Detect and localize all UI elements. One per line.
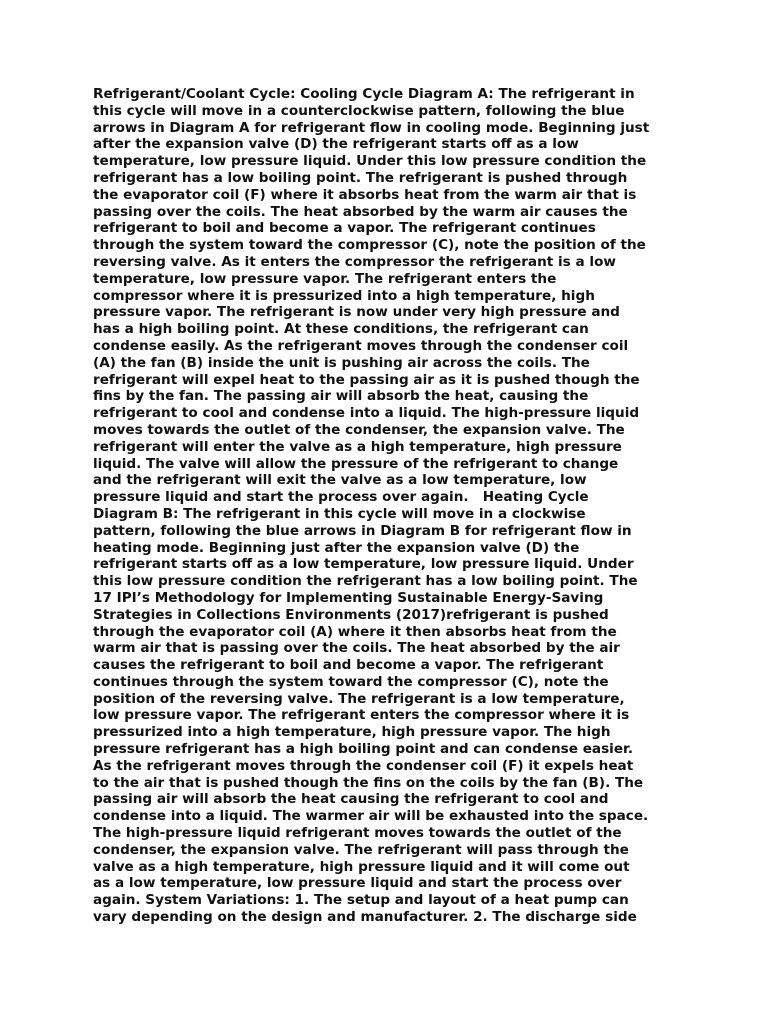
- text-line: moves towards the outlet of the condenser, the expansion valve. The: [93, 421, 625, 438]
- text-line: to the air that is pushed though the fins on the coils by the fan (B). The: [93, 774, 644, 791]
- text-line: pressurized into a high temperature, high pressure vapor. The high: [93, 724, 611, 741]
- text-line: continues through the system toward the compressor (C), note the: [93, 673, 609, 690]
- text-line: compressor where it is pressurized into a high temperature, high: [93, 287, 595, 304]
- text-line: again. System Variations: 1. The setup and layout of a heat pump can: [93, 892, 629, 909]
- text-line: valve as a high temperature, high pressure liquid and it will come out: [93, 858, 630, 875]
- text-line: pressure liquid and start the process over again. Heating Cycle: [93, 489, 589, 506]
- text-line: vary depending on the design and manufacturer. 2. The discharge side: [93, 909, 637, 926]
- text-line: refrigerant will expel heat to the passing air as it is pushed though the: [93, 371, 640, 388]
- text-line: Refrigerant/Coolant Cycle: Cooling Cycle Diagram A: The refrigerant in: [93, 86, 635, 102]
- text-line: (A) the fan (B) inside the unit is pushing air across the coils. The: [93, 354, 590, 371]
- text-line: through the system toward the compressor (C), note the position of the: [93, 237, 646, 254]
- text-line: has a high boiling point. At these conditions, the refrigerant can: [93, 321, 589, 338]
- text-line: through the evaporator coil (A) where it then absorbs heat from the: [93, 623, 617, 640]
- text-line: after the expansion valve (D) the refrigerant starts off as a low: [93, 136, 579, 153]
- text-line: reversing valve. As it enters the compressor the refrigerant is a low: [93, 253, 616, 270]
- text-line: temperature, low pressure vapor. The refrigerant enters the: [93, 270, 557, 287]
- text-line: passing over the coils. The heat absorbed by the warm air causes the: [93, 203, 628, 220]
- text-line: and the refrigerant will exit the valve as a low temperature, low: [93, 472, 587, 489]
- text-line: refrigerant to cool and condense into a liquid. The high-pressure liquid: [93, 405, 640, 422]
- text-line: passing air will absorb the heat causing the refrigerant to cool and: [93, 791, 609, 808]
- text-line: refrigerant to boil and become a vapor. The refrigerant continues: [93, 220, 596, 237]
- text-line: The high-pressure liquid refrigerant moves towards the outlet of the: [93, 825, 622, 842]
- text-line: temperature, low pressure liquid. Under this low pressure condition the: [93, 153, 647, 170]
- text-line: Strategies in Collections Environments (2017)refrigerant is pushed: [93, 606, 609, 623]
- body-text: [93, 86, 683, 926]
- text-line: pattern, following the blue arrows in Diagram B for refrigerant flow in: [93, 522, 632, 539]
- text-line: arrows in Diagram A for refrigerant flow in cooling mode. Beginning just: [93, 119, 650, 136]
- text-line: refrigerant has a low boiling point. The refrigerant is pushed through: [93, 169, 628, 186]
- text-line: 17 IPI’s Methodology for Implementing Sustainable Energy-Saving: [93, 589, 604, 606]
- text-line: Diagram B: The refrigerant in this cycle will move in a clockwise: [93, 505, 586, 522]
- text-line: position of the reversing valve. The refrigerant is a low temperature,: [93, 690, 625, 707]
- text-line: pressure refrigerant has a high boiling point and can condense easier.: [93, 741, 633, 758]
- text-line: causes the refrigerant to boil and become a vapor. The refrigerant: [93, 657, 604, 674]
- text-line: as a low temperature, low pressure liquid and start the process over: [93, 875, 622, 892]
- text-line: this cycle will move in a counterclockwise pattern, following the blue: [93, 102, 625, 119]
- text-line: condense easily. As the refrigerant moves through the condenser coil: [93, 337, 629, 354]
- text-line: liquid. The valve will allow the pressure of the refrigerant to change: [93, 455, 619, 472]
- text-line: As the refrigerant moves through the condenser coil (F) it expels heat: [93, 757, 634, 774]
- text-line: condense into a liquid. The warmer air will be exhausted into the space.: [93, 808, 649, 825]
- text-line: fins by the fan. The passing air will absorb the heat, causing the: [93, 388, 589, 405]
- text-line: refrigerant starts off as a low temperature, low pressure liquid. Under: [93, 556, 634, 573]
- text-line: pressure vapor. The refrigerant is now under very high pressure and: [93, 304, 620, 321]
- text-line: the evaporator coil (F) where it absorbs heat from the warm air that is: [93, 186, 637, 203]
- text-line: refrigerant will enter the valve as a high temperature, high pressure: [93, 438, 622, 455]
- text-line: warm air that is passing over the coils. The heat absorbed by the air: [93, 640, 620, 657]
- text-line: heating mode. Beginning just after the expansion valve (D) the: [93, 539, 580, 556]
- text-line: this low pressure condition the refrigerant has a low boiling point. The: [93, 573, 638, 590]
- text-line: low pressure vapor. The refrigerant enters the compressor where it is: [93, 707, 630, 724]
- text-line: condenser, the expansion valve. The refrigerant will pass through the: [93, 841, 629, 858]
